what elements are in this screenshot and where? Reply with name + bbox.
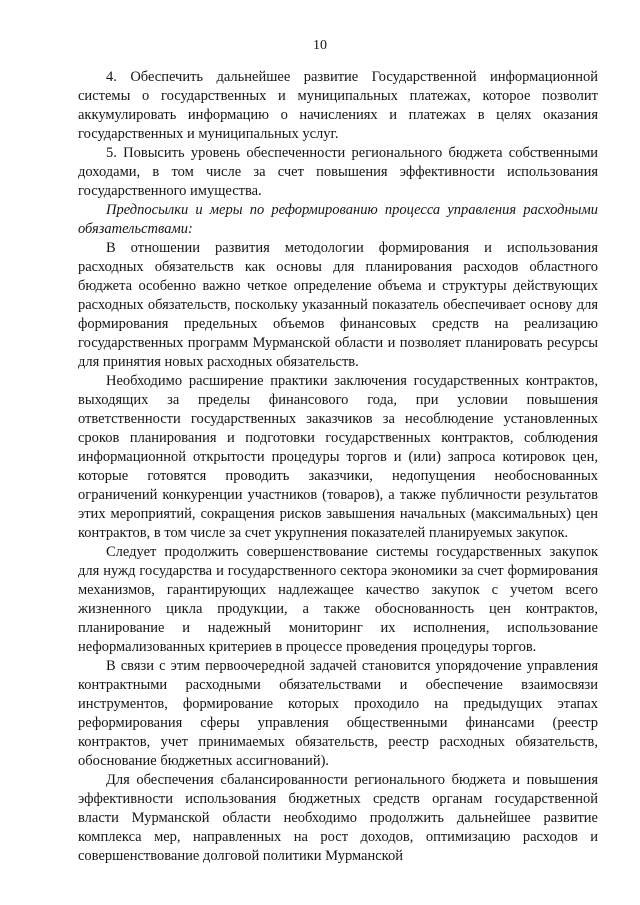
paragraph-methodology: В отношении развития методологии формирования и использования расходных обязательств как основы для планирования расходов областного бюджета особенно важно четкое определение объема и структуры действующих расходных обязательств, поскольку указанный показатель обеспечивает основу для формирования предельных объемов финансовых средств на реализацию государственных программ Мурманской области и позволяет планировать ресурсы для принятия новых расходных обязательств. (78, 240, 598, 370)
section-subheading: Предпосылки и меры по реформированию процесса управления расходными обязательствами: (78, 202, 598, 237)
document-body (78, 68, 598, 866)
paragraph-procurement: Следует продолжить совершенствование системы государственных закупок для нужд государства и государственного сектора экономики за счет формирования механизмов, гарантирующих надлежащее качество закупок с учетом всего жизненного цикла продукции, а также обоснованность цен контрактов, планирование и надежный мониторинг их исполнения, использование неформализованных критериев в процессе проведения процедуры торгов. (78, 544, 598, 655)
paragraph-priority-task: В связи с этим первоочередной задачей становится упорядочение управления контрактными расходными обязательствами и обеспечение взаимосвязи инструментов, формирование которых проходило на предыдущих этапах реформирования сферы управления общественными финансами (реестр контрактов, учет принимаемых обязательств, реестр расходных обязательств, обоснование бюджетных ассигнований). (78, 658, 598, 769)
page-number: 10 (313, 38, 327, 53)
paragraph-item-5: 5. Повысить уровень обеспеченности регионального бюджета собственными доходами, в том числе за счет повышения эффективности использования государственного имущества. (78, 145, 598, 199)
paragraph-item-4: 4. Обеспечить дальнейшее развитие Государственной информационной системы о государственных и муниципальных платежах, которое позволит аккумулировать информацию о начислениях и платежах в целях оказания государственных и муниципальных услуг. (78, 69, 598, 142)
paragraph-contracts: Необходимо расширение практики заключения государственных контрактов, выходящих за пределы финансового года, при условии повышения ответственности государственных заказчиков за несоблюдение установленных сроков планирования и подготовки государственных контрактов, соблюдения информационной открытости процедуры торгов и (или) запроса котировок цен, которые готовятся проводить заказчики, недопущения необоснованных ограничений конкуренции участников (товаров), а также публичности результатов этих мероприятий, сокращения рисков завышения начальных (максимальных) цен контрактов, в том числе за счет укрупнения показателей планируемых закупок. (78, 373, 598, 541)
paragraph-budget-balance: Для обеспечения сбалансированности регионального бюджета и повышения эффективности использования бюджетных средств органам государственной власти Мурманской области необходимо продолжить дальнейшее развитие комплекса мер, направленных на рост доходов, оптимизацию расходов и совершенствование долговой политики Мурманской (78, 772, 598, 864)
